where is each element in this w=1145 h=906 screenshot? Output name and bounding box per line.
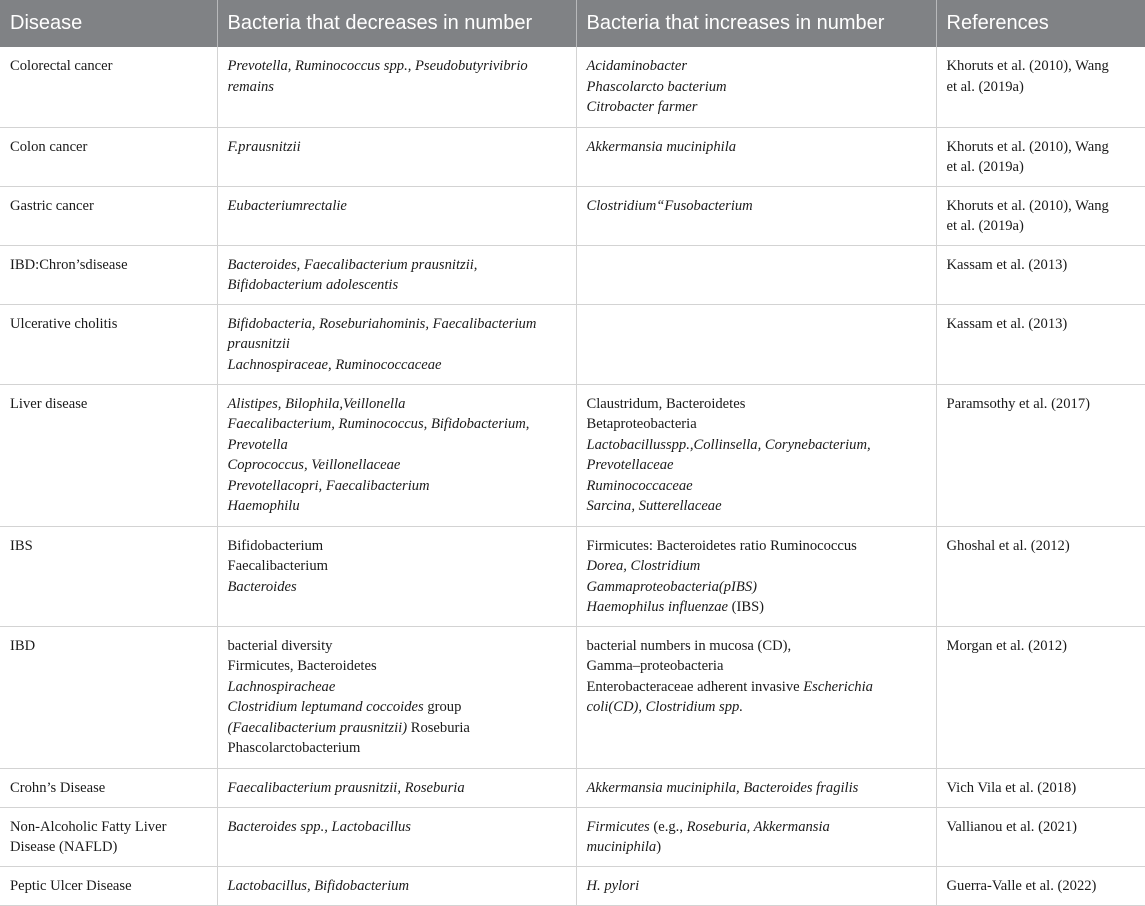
disease-cell — [0, 245, 217, 304]
references-cell — [936, 245, 1145, 304]
bacteria-name: Ruminococcaceae — [586, 477, 693, 494]
table-row — [0, 807, 1145, 866]
bacteria-name: Firmicutes, Bacteroidetes — [227, 658, 377, 675]
bacteria-name: Acidaminobacter — [586, 58, 688, 74]
bacteria-name: Bifidobacterium adolescentis — [227, 277, 399, 294]
table-row — [0, 768, 1145, 807]
bacteria-line — [587, 56, 926, 77]
bacteria-name: Firmicutes: Bacteroidetes ratio Ruminococcus — [586, 537, 857, 554]
bacteria-line — [587, 97, 926, 118]
bacteria-name: Prevotellacopri, Faecalibacterium — [227, 477, 430, 494]
bacteria-name: Phascolarcto bacterium — [586, 78, 727, 95]
bacteria-name: remains — [227, 78, 274, 95]
bacteria-name: Claustridum, Bacteroidetes — [586, 395, 746, 412]
table-row — [0, 186, 1145, 245]
bacteria-line — [228, 414, 566, 435]
bacteria-line — [228, 496, 566, 517]
bacteria-name: Faecalibacterium, Ruminococcus, Bifidobacterium, — [227, 416, 530, 433]
references-cell — [936, 47, 1145, 127]
bacteria-name: Dorea, Clostridium — [586, 558, 701, 575]
reference-text: Paramsothy et al. (2017) — [946, 395, 1090, 412]
bacteria-name: Lachnospiraceae, Ruminococcaceae — [227, 356, 442, 373]
disease-name: Ulcerative cholitis — [10, 315, 118, 332]
table-body — [0, 47, 1145, 905]
reference-text: et al. (2019a) — [946, 218, 1024, 235]
table-row — [0, 384, 1145, 526]
decreases-cell — [217, 768, 576, 807]
bacteria-name: Lactobacillusspp.,Collinsella, Corynebacterium, — [586, 436, 871, 453]
bacteria-line — [228, 656, 566, 677]
bacteria-line — [587, 778, 926, 799]
bacteria-name: Lactobacillus, Bifidobacterium — [227, 877, 410, 894]
reference-text: et al. (2019a) — [946, 78, 1024, 95]
bacteria-name: Citrobacter farmer — [586, 99, 698, 116]
decreases-cell — [217, 866, 576, 905]
bacteria-line — [228, 77, 566, 98]
bacteria-name: bacterial numbers in mucosa (CD), — [586, 637, 792, 654]
bacteria-line — [587, 577, 926, 598]
header-increases: Bacteria that increases in number — [576, 0, 936, 47]
bacteria-line — [228, 455, 566, 476]
reference-text: Kassam et al. (2013) — [946, 256, 1068, 273]
bacteria-line — [228, 817, 566, 838]
reference-text: et al. (2019a) — [946, 159, 1024, 176]
bacteria-name: Clostridium“Fusobacterium — [586, 197, 753, 214]
increases-cell — [576, 866, 936, 905]
decreases-cell — [217, 186, 576, 245]
bacteria-name: Escherichia — [803, 678, 873, 695]
increases-cell — [576, 304, 936, 384]
bacteria-name: Akkermansia muciniphila — [586, 138, 737, 155]
header-references: References — [936, 0, 1145, 47]
decreases-cell — [217, 526, 576, 626]
reference-text: Khoruts et al. (2010), Wang — [946, 197, 1109, 214]
disease-name: Liver disease — [10, 395, 88, 412]
reference-text: Morgan et al. (2012) — [946, 637, 1068, 654]
bacteria-line — [587, 876, 926, 897]
table-row — [0, 245, 1145, 304]
bacteria-name: Alistipes, Bilophila,Veillonella — [227, 395, 406, 412]
disease-cell — [0, 526, 217, 626]
disease-name: Colorectal cancer — [10, 58, 113, 74]
table-row — [0, 526, 1145, 626]
bacteria-line — [587, 656, 926, 677]
bacteria-line — [228, 435, 566, 456]
disease-cell — [0, 866, 217, 905]
bacteria-line — [228, 577, 566, 598]
bacteria-name: Betaproteobacteria — [586, 416, 697, 433]
bacteria-line — [587, 455, 926, 476]
bacteria-name: Phascolarctobacterium — [227, 740, 361, 757]
decreases-cell — [217, 245, 576, 304]
references-cell — [936, 768, 1145, 807]
disease-cell — [0, 626, 217, 768]
bacteria-name: coli(CD), Clostridium spp. — [586, 699, 743, 716]
disease-cell — [0, 304, 217, 384]
references-cell — [936, 866, 1145, 905]
bacteria-line — [228, 275, 566, 296]
bacteria-line — [587, 837, 926, 858]
bacteria-name: Coprococcus, Veillonellaceae — [227, 457, 401, 474]
bacteria-line — [228, 394, 566, 415]
bacteria-name: ) — [656, 839, 662, 856]
bacteria-line — [587, 556, 926, 577]
decreases-cell — [217, 626, 576, 768]
bacteria-line — [228, 738, 566, 759]
table-header — [0, 0, 1145, 47]
references-cell — [936, 304, 1145, 384]
header-row — [0, 0, 1145, 47]
bacteria-line — [587, 636, 926, 657]
bacteria-name: Gamma–proteobacteria — [586, 658, 724, 675]
bacteria-name: Faecalibacterium — [227, 558, 328, 575]
disease-name: IBD — [10, 637, 36, 654]
bacteria-name: muciniphila — [586, 839, 657, 856]
references-cell — [936, 127, 1145, 186]
bacteria-name: (IBS) — [727, 599, 765, 616]
decreases-cell — [217, 304, 576, 384]
header-disease: Disease — [0, 0, 217, 47]
bacteria-line — [587, 435, 926, 456]
disease-name: Colon cancer — [10, 138, 88, 155]
disease-name: Peptic Ulcer Disease — [10, 877, 132, 894]
bacteria-line — [228, 556, 566, 577]
bacteria-name: Eubacteriumrectalie — [227, 197, 347, 214]
bacteria-name: Prevotellaceae — [586, 457, 674, 474]
bacteria-line — [228, 255, 566, 276]
increases-cell — [576, 526, 936, 626]
decreases-cell — [217, 47, 576, 127]
increases-cell — [576, 807, 936, 866]
disease-name: Non-Alcoholic Fatty Liver — [10, 818, 167, 835]
bacteria-line — [228, 476, 566, 497]
bacteria-name: bacterial diversity — [227, 637, 333, 654]
bacteria-name: group — [423, 699, 462, 716]
bacteria-name: F.prausnitzii — [227, 138, 301, 155]
increases-cell — [576, 768, 936, 807]
bacteria-name: (Faecalibacterium prausnitzii) — [227, 719, 408, 736]
reference-text: Khoruts et al. (2010), Wang — [946, 138, 1109, 155]
bacteria-line — [587, 817, 926, 838]
bacteria-line — [228, 636, 566, 657]
increases-cell — [576, 384, 936, 526]
bacteria-line — [228, 56, 566, 77]
bacteria-line — [587, 536, 926, 557]
bacteria-line — [228, 778, 566, 799]
bacteria-name: (e.g., — [649, 818, 687, 835]
increases-cell — [576, 626, 936, 768]
bacteria-name: prausnitzii — [227, 336, 290, 353]
reference-text: Ghoshal et al. (2012) — [946, 537, 1070, 554]
increases-cell — [576, 127, 936, 186]
disease-cell — [0, 127, 217, 186]
bacteria-name: Haemophilu — [227, 498, 300, 515]
disease-cell — [0, 768, 217, 807]
decreases-cell — [217, 807, 576, 866]
bacteria-name: Bacteroides — [227, 578, 297, 595]
disease-name: IBD:Chron’sdisease — [10, 256, 128, 273]
reference-text: Khoruts et al. (2010), Wang — [946, 58, 1109, 74]
table-row — [0, 626, 1145, 768]
increases-cell — [576, 186, 936, 245]
bacteria-line — [228, 137, 566, 158]
disease-cell — [0, 807, 217, 866]
reference-text: Vich Vila et al. (2018) — [946, 779, 1077, 796]
increases-cell — [576, 47, 936, 127]
decreases-cell — [217, 384, 576, 526]
bacteria-line — [228, 536, 566, 557]
bacteria-line — [228, 697, 566, 718]
bacteria-line — [587, 137, 926, 158]
bacteria-name: Prevotella, Ruminococcus spp., Pseudobutyrivibrio — [227, 58, 528, 74]
increases-cell — [576, 245, 936, 304]
bacteria-line — [228, 876, 566, 897]
bacteria-name: Haemophilus influenzae — [586, 599, 728, 616]
reference-text: Vallianou et al. (2021) — [946, 818, 1077, 835]
header-decreases: Bacteria that decreases in number — [217, 0, 576, 47]
bacteria-line — [587, 597, 926, 618]
table-row — [0, 127, 1145, 186]
bacteria-name: Lachnospiracheae — [227, 678, 336, 695]
reference-text: Kassam et al. (2013) — [946, 315, 1068, 332]
bacteria-name: Sarcina, Sutterellaceae — [586, 498, 722, 515]
references-cell — [936, 384, 1145, 526]
bacteria-name: Roseburia — [407, 719, 470, 736]
bacteria-name: Enterobacteraceae adherent invasive — [586, 678, 804, 695]
bacteria-name: Clostridium leptumand coccoides — [227, 699, 424, 716]
references-cell — [936, 526, 1145, 626]
bacteria-name: Faecalibacterium prausnitzii, Roseburia — [227, 779, 465, 796]
bacteria-line — [587, 394, 926, 415]
bacteria-name: Akkermansia muciniphila, Bacteroides fragilis — [586, 779, 859, 796]
table-row — [0, 47, 1145, 127]
bacteria-name: Bifidobacteria, Roseburiahominis, Faecalibacterium — [227, 315, 537, 332]
bacteria-line — [228, 196, 566, 217]
disease-name: Gastric cancer — [10, 197, 94, 214]
references-cell — [936, 807, 1145, 866]
bacteria-line — [587, 77, 926, 98]
bacteria-name: Firmicutes — [586, 818, 650, 835]
bacteria-name: Gammaproteobacteria(pIBS) — [586, 578, 757, 595]
bacteria-line — [587, 476, 926, 497]
bacteria-name: Bacteroides spp., Lactobacillus — [227, 818, 411, 835]
disease-name: Disease (NAFLD) — [10, 839, 118, 856]
references-cell — [936, 626, 1145, 768]
bacteria-line — [228, 355, 566, 376]
bacteria-line — [587, 414, 926, 435]
table-row — [0, 304, 1145, 384]
bacteria-name: Bacteroides, Faecalibacterium prausnitzii, — [227, 256, 478, 273]
disease-cell — [0, 384, 217, 526]
bacteria-line — [587, 196, 926, 217]
bacteria-line — [587, 496, 926, 517]
bacteria-line — [228, 334, 566, 355]
bacteria-name: Prevotella — [227, 436, 288, 453]
references-cell — [936, 186, 1145, 245]
reference-text: Guerra-Valle et al. (2022) — [946, 877, 1097, 894]
disease-name: IBS — [10, 537, 33, 554]
bacteria-name: H. pylori — [586, 877, 640, 894]
bacteria-line — [228, 677, 566, 698]
bacteria-name: Bifidobacterium — [227, 537, 324, 554]
disease-cell — [0, 186, 217, 245]
disease-name: Crohn’s Disease — [10, 779, 106, 796]
decreases-cell — [217, 127, 576, 186]
bacteria-line — [228, 718, 566, 739]
table-row — [0, 866, 1145, 905]
bacteria-line — [587, 697, 926, 718]
bacteria-line — [228, 314, 566, 335]
bacteria-name: Roseburia, Akkermansia — [686, 818, 830, 835]
bacteria-line — [587, 677, 926, 698]
disease-cell — [0, 47, 217, 127]
